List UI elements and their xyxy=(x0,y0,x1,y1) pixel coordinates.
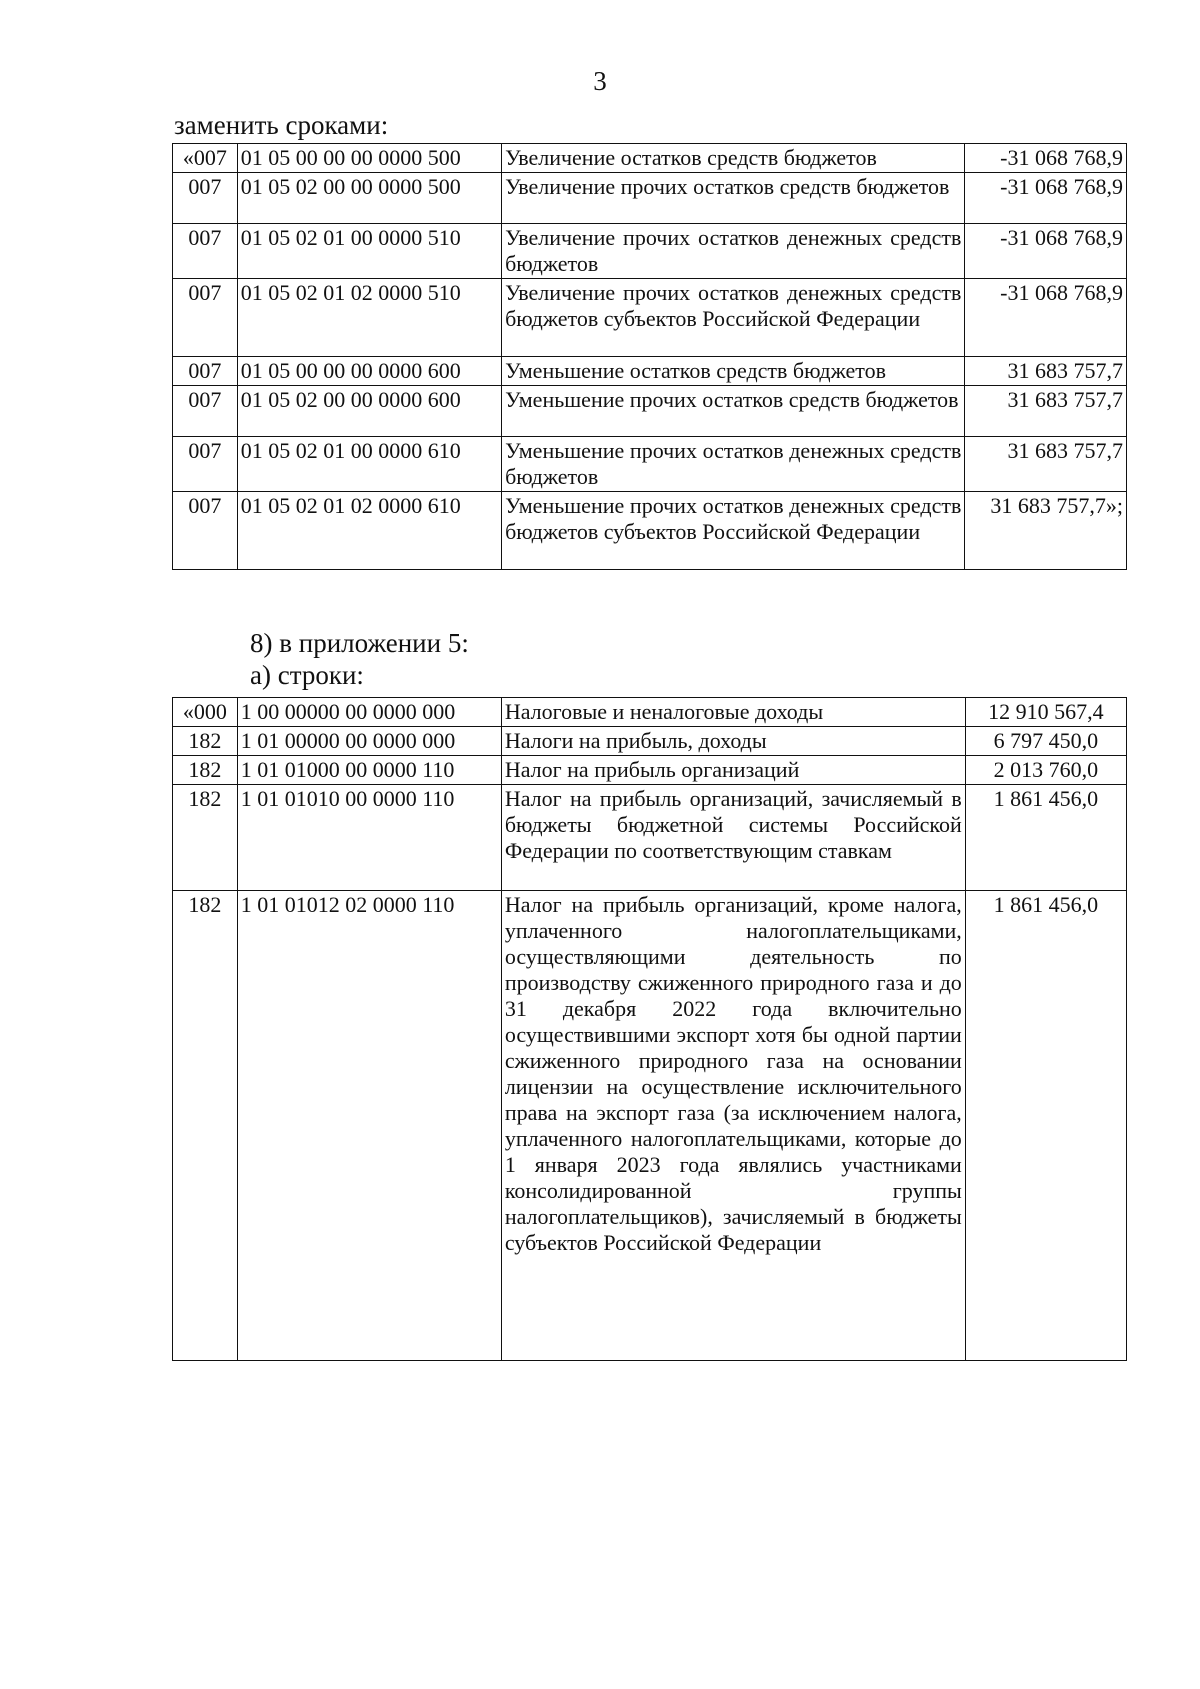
admin-code-cell: «000 xyxy=(173,698,238,727)
table-row xyxy=(173,891,1127,1361)
admin-code-cell: «007 xyxy=(173,144,238,173)
table-row xyxy=(173,224,1127,279)
amount-cell: 2 013 760,0 xyxy=(965,756,1126,785)
budget-code-cell: 01 05 02 01 02 0000 610 xyxy=(237,492,501,570)
item-name-cell: Увеличение прочих остатков средств бюджетов xyxy=(502,173,965,224)
admin-code-cell: 182 xyxy=(173,785,238,891)
admin-code-cell: 007 xyxy=(173,173,238,224)
admin-code-cell: 182 xyxy=(173,891,238,1361)
table-row xyxy=(173,437,1127,492)
item-name-cell: Налог на прибыль организаций, зачисляемый в бюджеты бюджетной системы Российской Федерации по соответствующим ставкам xyxy=(501,785,965,891)
amount-cell: -31 068 768,9 xyxy=(965,173,1127,224)
item-name-cell: Уменьшение прочих остатков денежных средств бюджетов xyxy=(502,437,965,492)
admin-code-cell: 007 xyxy=(173,437,238,492)
table-row xyxy=(173,785,1127,891)
page-number: 3 xyxy=(593,66,607,96)
budget-code-cell: 01 05 02 01 02 0000 510 xyxy=(237,279,501,357)
table-row xyxy=(173,727,1127,756)
amount-cell: 6 797 450,0 xyxy=(965,727,1126,756)
amount-cell: 31 683 757,7»; xyxy=(965,492,1127,570)
budget-code-cell: 01 05 02 01 00 0000 510 xyxy=(237,224,501,279)
admin-code-cell: 007 xyxy=(173,492,238,570)
budget-code-cell: 01 05 00 00 00 0000 600 xyxy=(237,357,501,386)
item-name-cell: Увеличение остатков средств бюджетов xyxy=(502,144,965,173)
table-row xyxy=(173,357,1127,386)
admin-code-cell: 182 xyxy=(173,756,238,785)
budget-code-cell: 01 05 02 00 00 0000 500 xyxy=(237,173,501,224)
admin-code-cell: 007 xyxy=(173,386,238,437)
table-row xyxy=(173,173,1127,224)
table-row xyxy=(173,492,1127,570)
admin-code-cell: 007 xyxy=(173,357,238,386)
budget-code-cell: 1 00 00000 00 0000 000 xyxy=(237,698,501,727)
budget-code-cell: 1 01 00000 00 0000 000 xyxy=(237,727,501,756)
amount-cell: 31 683 757,7 xyxy=(965,437,1127,492)
budget-code-cell: 01 05 02 01 00 0000 610 xyxy=(237,437,501,492)
table-row xyxy=(173,144,1127,173)
budget-code-cell: 1 01 01010 00 0000 110 xyxy=(237,785,501,891)
item-name-cell: Увеличение прочих остатков денежных средств бюджетов субъектов Российской Федерации xyxy=(502,279,965,357)
table-row xyxy=(173,756,1127,785)
revenue-table xyxy=(172,697,1127,1361)
table-row xyxy=(173,279,1127,357)
admin-code-cell: 007 xyxy=(173,224,238,279)
section-subheading: а) строки: xyxy=(250,660,364,690)
item-name-cell: Уменьшение остатков средств бюджетов xyxy=(502,357,965,386)
amount-cell: 12 910 567,4 xyxy=(965,698,1126,727)
item-name-cell: Уменьшение прочих остатков средств бюджетов xyxy=(502,386,965,437)
amount-cell: 31 683 757,7 xyxy=(965,357,1127,386)
budget-code-cell: 01 05 00 00 00 0000 500 xyxy=(237,144,501,173)
item-name-cell: Налоги на прибыль, доходы xyxy=(501,727,965,756)
amount-cell: 1 861 456,0 xyxy=(965,891,1126,1361)
item-name-cell: Уменьшение прочих остатков денежных средств бюджетов субъектов Российской Федерации xyxy=(502,492,965,570)
amount-cell: 1 861 456,0 xyxy=(965,785,1126,891)
table-row xyxy=(173,386,1127,437)
budget-code-cell: 01 05 02 00 00 0000 600 xyxy=(237,386,501,437)
amount-cell: -31 068 768,9 xyxy=(965,224,1127,279)
table-row xyxy=(173,698,1127,727)
budget-code-cell: 1 01 01000 00 0000 110 xyxy=(237,756,501,785)
intro-text: заменить сроками: xyxy=(174,110,389,140)
admin-code-cell: 182 xyxy=(173,727,238,756)
sources-financing-table xyxy=(172,143,1127,570)
item-name-cell: Налоговые и неналоговые доходы xyxy=(501,698,965,727)
amount-cell: 31 683 757,7 xyxy=(965,386,1127,437)
item-name-cell: Налог на прибыль организаций, кроме налога, уплаченного налогоплательщиками, осуществляющими деятельность по производству сжиженного природного газа и до 31 декабря 2022 года включительно осуществившими экспорт хотя бы одной партии сжиженного природного газа на основании лицензии на осуществление исключительного права на экспорт газа (за исключением налога, уплаченного налогоплательщиками, которые до 1 января 2023 года являлись участниками консолидированной группы налогоплательщиков), зачисляемый в бюджеты субъектов Российской Федерации xyxy=(501,891,965,1361)
admin-code-cell: 007 xyxy=(173,279,238,357)
section-heading: 8) в приложении 5: xyxy=(250,628,469,658)
item-name-cell: Налог на прибыль организаций xyxy=(501,756,965,785)
budget-code-cell: 1 01 01012 02 0000 110 xyxy=(237,891,501,1361)
item-name-cell: Увеличение прочих остатков денежных средств бюджетов xyxy=(502,224,965,279)
amount-cell: -31 068 768,9 xyxy=(965,144,1127,173)
amount-cell: -31 068 768,9 xyxy=(965,279,1127,357)
